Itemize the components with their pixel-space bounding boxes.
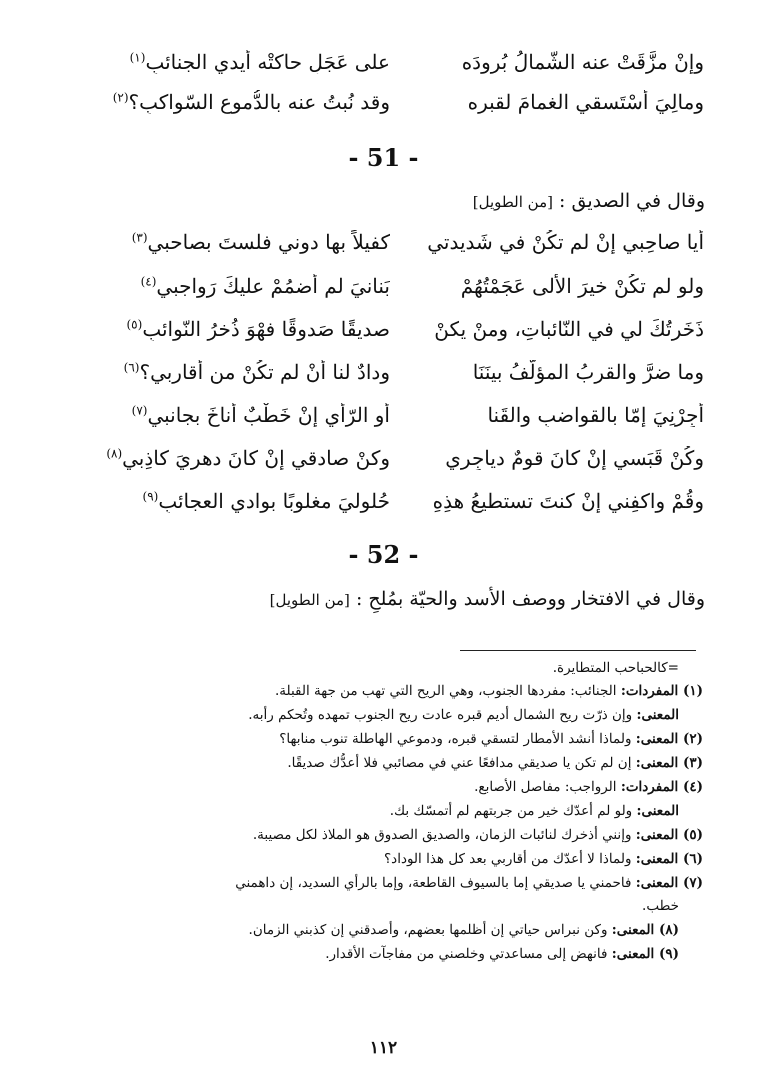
footnote-line	[61, 849, 703, 870]
verse-first-hemistich: وكُنْ قَبَسي إنْ كانَ قومٌ دياجِري	[445, 446, 704, 470]
meter-label: [من الطويل]	[269, 591, 350, 609]
verse-first-hemistich: وإنْ مزَّقَتْ عنه الشّمالُ بُرودَه	[461, 50, 704, 74]
footnote-line	[61, 873, 703, 894]
footnote-ref: (٨)	[106, 446, 123, 461]
footnote-text: ولماذا أنشد الأمطار لتسقي قبره، ودموعي الهاطلة تنوب منابها؟	[279, 731, 636, 747]
verse-line	[62, 266, 704, 306]
footnote-text: وإنني أذخرك لنائبات الزمان، والصديق الصدوق هو الملاذ لكل مصيبة.	[252, 827, 636, 843]
footnote-line	[37, 705, 679, 726]
verse-first-hemistich: وما ضرَّ والقربُ المؤلّفُ بينَنَا	[472, 360, 704, 384]
footnote-text: خطب.	[642, 898, 679, 914]
footnote-line	[37, 896, 679, 917]
verse-line	[62, 395, 704, 435]
footnote-label: (٧) المعنى:	[635, 875, 703, 891]
verse-line	[62, 222, 704, 262]
footnote-label: (٦) المعنى:	[635, 851, 703, 867]
verse-second-hemistich	[62, 403, 390, 427]
footnote-label: (٩) المعنى:	[611, 946, 679, 962]
footnote-ref: (٤)	[140, 274, 157, 289]
verse-text: بَنانيَ لم أضمُمْ عليكَ رَواجبي	[156, 274, 390, 298]
intro-text: وقال في الافتخار ووصف الأسد والحيّة بمُلحِ :	[355, 588, 705, 610]
verse-second-hemistich	[62, 90, 390, 114]
footnote-line	[37, 801, 679, 822]
footnote-line	[61, 825, 703, 846]
verse-second-hemistich	[62, 489, 390, 513]
verse-text: وِدادٌ لنا أنْ لم تكُنْ من أقاربي؟	[139, 360, 390, 384]
page-number: ١١٢	[369, 1038, 398, 1058]
footnote-ref: (٦)	[123, 360, 140, 375]
verse-line	[62, 42, 704, 82]
footnote-label: المعنى:	[636, 707, 679, 723]
footnote-line	[61, 729, 703, 750]
footnote-line	[61, 681, 703, 702]
poem-number: - 51 -	[348, 143, 419, 172]
verse-first-hemistich: أيا صاحِبي إنْ لم تكُنْ في شَديدتي	[427, 230, 704, 254]
verse-text: أَوِ الرّأْيِ إنْ خَطْبٌ أناخَ بجانبي	[147, 403, 390, 427]
footnote-text: وإن ذرّت ريح الشمال أديم قبره عادت ريح الجنوب تمهده وتُحكم رأبه.	[248, 707, 637, 723]
verse-second-hemistich	[62, 50, 390, 74]
footnote-ref: (١)	[129, 50, 146, 65]
footnote-separator	[460, 650, 696, 651]
verse-line	[62, 309, 704, 349]
footnote-text: إن لم تكن يا صديقي مدافعًا عني في مصائبي فلا أعدُّك صديقًا.	[287, 755, 636, 771]
verse-text: وقد نُبتُ عنه بالدُّموعِ السّواكبِ؟	[128, 90, 390, 114]
verse-text: على عَجَلٍ حاكتْه أيدي الجنائبِ	[145, 50, 390, 74]
verse-text: صديقًا صَدوقًا فهْوَ ذُخرُ النّوائبِ	[142, 317, 390, 341]
footnote-text: ولو لم أعدّك خير من جربتهم لم أتمسّك بك.	[389, 803, 637, 819]
footnote-label: (١) المفردات:	[620, 683, 703, 699]
poem-intro	[473, 190, 705, 212]
verse-line	[62, 82, 704, 122]
verse-second-hemistich	[62, 446, 390, 470]
footnote-ref: (٥)	[126, 317, 143, 332]
verse-second-hemistich	[62, 274, 390, 298]
verse-first-hemistich: ولو لم تكُنْ خيرَ الأُلى عَجَمْتُهُمْ	[460, 274, 704, 298]
footnote-label: (٣) المعنى:	[635, 755, 703, 771]
verse-first-hemistich: ذَخَرتُكَ لي في النّائباتِ، ومنْ يكنْ	[434, 317, 704, 341]
verse-line	[62, 438, 704, 478]
footnote-ref: (٣)	[131, 230, 148, 245]
poem-intro	[270, 588, 705, 610]
footnote-label: (٨) المعنى:	[611, 922, 679, 938]
verse-second-hemistich	[62, 360, 390, 384]
verse-first-hemistich: أجِرْنِيَ إمّا بالقواضبِ والقَنا	[487, 403, 704, 427]
footnote-label: (٢) المعنى:	[635, 731, 703, 747]
intro-text: وقال في الصديق :	[559, 190, 705, 212]
poem-number: - 52 -	[348, 540, 419, 569]
footnote-line	[37, 658, 679, 679]
footnote-line	[61, 753, 703, 774]
footnote-ref: (٩)	[142, 489, 159, 504]
verse-line	[62, 481, 704, 521]
meter-label: [من الطويل]	[472, 193, 553, 211]
verse-text: وكنْ صادقي إنْ كانَ دهريَ كاذِبي	[122, 446, 390, 470]
footnote-label: المعنى:	[636, 803, 679, 819]
footnote-line	[37, 944, 679, 965]
verse-line	[62, 352, 704, 392]
footnote-ref: (٧)	[131, 403, 148, 418]
footnote-text: الجنائب: مفردها الجنوب، وهي الريح التي تهب من جهة القبلة.	[274, 683, 621, 699]
footnote-label: (٥) المعنى:	[635, 827, 703, 843]
verse-text: حُلوليَ مغلوبًا بوادي العجائبِ	[158, 489, 390, 513]
footnote-text: الرواجب: مفاصل الأصابع.	[474, 779, 621, 795]
footnote-text: ولماذا لا أعدّك من أقاربي بعد كل هذا الوداد؟	[384, 851, 636, 867]
footnote-text: فانهض إلى مساعدتي وخلصني من مفاجآت الأقدار.	[325, 946, 612, 962]
verse-second-hemistich	[62, 230, 390, 254]
footnote-text: وكن نبراس حياتي إن أظلمها بعضهم، وأصدقني إن كذبني الزمان.	[248, 922, 612, 938]
footnote-text: =كالحباحب المتطايرة.	[552, 660, 679, 676]
verse-text: كفيلاً بها دوني فلستَ بصاحبي	[147, 230, 390, 254]
verse-first-hemistich: وقُمْ واكفِني إنْ كنتَ تستطيعُ هذِهِ	[432, 489, 704, 513]
footnote-line	[37, 920, 679, 941]
verse-first-hemistich: ومالِيَ أَسْتَسقي الغمامَ لقبرِه	[467, 90, 704, 114]
verse-second-hemistich	[62, 317, 390, 341]
footnote-text: فاحمني يا صديقي إما بالسيوف القاطعة، وإما بالرأي السديد، إن داهمني	[235, 875, 636, 891]
footnote-label: (٤) المفردات:	[620, 779, 703, 795]
footnote-line	[61, 777, 703, 798]
footnote-ref: (٢)	[112, 90, 129, 105]
